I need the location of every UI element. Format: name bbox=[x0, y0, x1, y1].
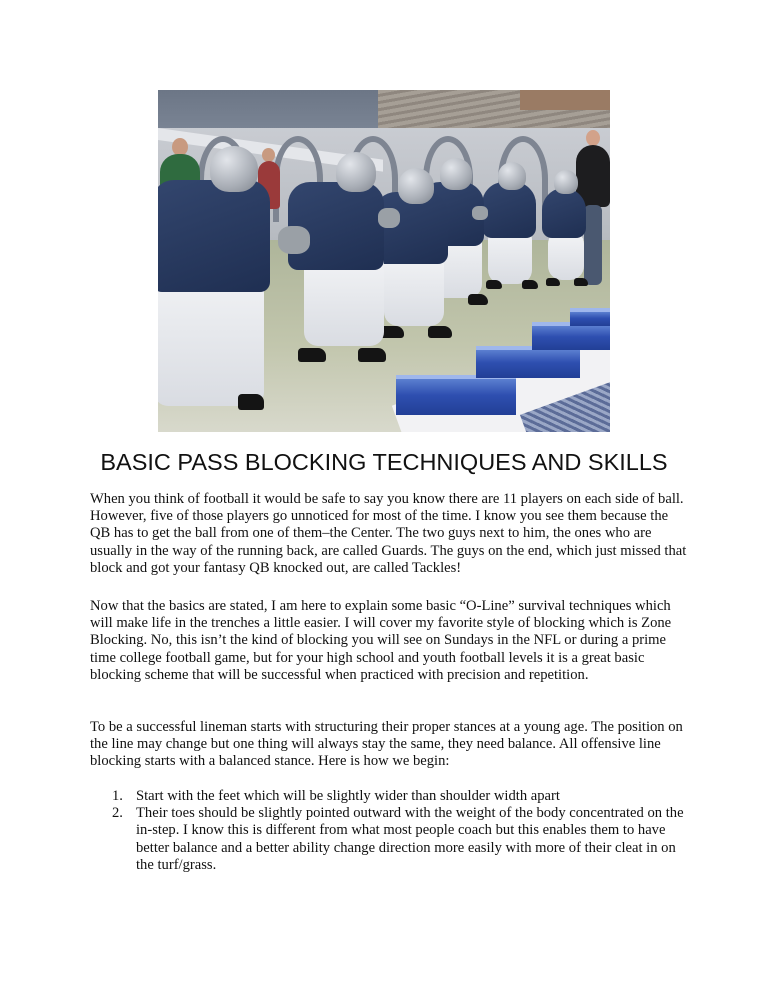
document-title: BASIC PASS BLOCKING TECHNIQUES AND SKILLS bbox=[100, 449, 668, 475]
list-item bbox=[90, 788, 690, 805]
list-item-text: Start with the feet which will be slightly wider than shoulder width apart bbox=[136, 788, 560, 804]
list-item-number: 1. bbox=[112, 788, 123, 804]
paragraph-intro: When you think of football it would be safe to say you know there are 11 players on each side of ball. However, five of those players go unnoticed for most of the time. I know you see them because the QB has to get the ball from one of them–the Center. The two guys next to him, the ones who are usually in the way of the running back, are called Guards. The guys on the end, which just missed that block and got your fantasy QB knocked out, are called Tackles! bbox=[90, 491, 687, 576]
photo-blocking-pad bbox=[476, 346, 580, 378]
photo-blocking-pad bbox=[396, 375, 516, 415]
list-item-number: 2. bbox=[112, 805, 123, 822]
paragraph-stance: To be a successful lineman starts with structuring their proper stances at a young age. The position on the line may change but one thing will always stay the same, they need balance. All offensive line blocking starts with a balanced stance. Here is how we begin: bbox=[90, 719, 683, 770]
photo-blocking-pad bbox=[532, 322, 610, 350]
list-item bbox=[90, 805, 690, 874]
stance-steps-list bbox=[90, 788, 690, 874]
photo-roof-corner bbox=[520, 90, 610, 110]
list-item-text: Their toes should be slightly pointed outward with the weight of the body concentrated on the in-step. I know this is different from what most people coach but this enables them to have better balance and a better ability change direction more easily with more of their cleat in on the turf/grass. bbox=[136, 805, 684, 873]
paragraph-zone-blocking: Now that the basics are stated, I am here to explain some basic “O-Line” survival techniques which will make life in the trenches a little easier. I will cover my favorite style of blocking which is Zone Blocking. No, this isn’t the kind of blocking you will see on Sundays in the NFL or during a prime time college football game, but for your high school and youth football levels it is a great basic blocking scheme that will be successful when practiced with precision and repetition. bbox=[90, 598, 672, 683]
photo-blocking-pad bbox=[570, 308, 610, 326]
football-linemen-photo bbox=[158, 90, 610, 432]
